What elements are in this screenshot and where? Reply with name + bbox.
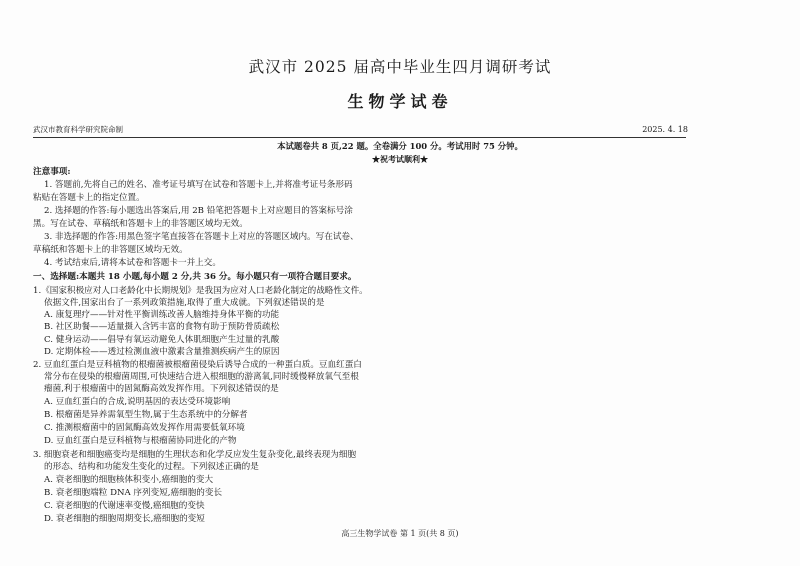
- answer-option: B. 根瘤菌是异养需氧型生物,属于生态系统中的分解者: [44, 410, 248, 420]
- note-line: 3. 非选择题的作答:用黑色签字笔直接答在答题卡上对应的答题区域内。写在试卷、: [44, 232, 359, 242]
- exam-summary: 本试题卷共 8 页,22 题。全卷满分 100 分。考试用时 75 分钟。: [277, 141, 523, 151]
- answer-option: A. 衰老细胞的细胞核体积变小,癌细胞的变大: [44, 475, 214, 485]
- question-stem: 的形态、结构和功能发生变化的过程。下列叙述正确的是: [44, 462, 259, 472]
- answer-option: A. 康复理疗——针对性平衡训练改善人脑维持身体平衡的功能: [44, 310, 280, 320]
- issuing-organization: 武汉市教育科学研究院命制: [33, 125, 123, 134]
- answer-option: C. 健身运动——倡导有氧运动避免人体肌细胞产生过量的乳酸: [44, 335, 280, 345]
- section-heading: 一、选择题:本题共 18 小题,每小题 2 分,共 36 分。每小题只有一项符合题目要求。: [33, 272, 357, 282]
- good-luck-line: ★祝考试顺利★: [372, 154, 428, 164]
- subject-title: 生物学试卷: [347, 92, 453, 111]
- question-stem: 瘤菌,利于根瘤菌中的固氮酶高效发挥作用。下列叙述错误的是: [44, 384, 279, 394]
- header-rule: [33, 137, 686, 138]
- note-line: 2. 选择题的作答:每小题选出答案后,用 2B 铅笔把答题卡上对应题目的答案标号涂: [44, 206, 353, 216]
- page-footer: 高三生物学试卷 第 1 页(共 8 页): [341, 529, 459, 538]
- question-stem: 常分布在侵染的根瘤菌周围,可快速结合进入根细胞的游离氧,同时缓慢释放氧气至根: [44, 372, 359, 382]
- question-stem: 3. 细胞衰老和细胞癌变均是细胞的生理状态和化学反应发生复杂变化,最终表现为细胞: [33, 450, 357, 460]
- exam-title: 武汉市 2025 届高中毕业生四月调研考试: [248, 58, 552, 76]
- answer-option: B. 衰老细胞端粒 DNA 序列变短,癌细胞的变长: [44, 488, 223, 498]
- exam-date: 2025. 4. 18: [642, 125, 688, 134]
- answer-option: B. 社区助餐——适量摄入含钙丰富的食物有助于预防骨质疏松: [44, 322, 280, 332]
- note-line: 粘贴在答题卡上的指定位置。: [33, 193, 145, 203]
- question-stem: 1.《国家积极应对人口老龄化中长期规划》是我国为应对人口老龄化制定的战略性文件。: [33, 286, 368, 296]
- answer-option: D. 衰老细胞的细胞周期变长,癌细胞的变短: [44, 514, 205, 524]
- note-line: 黑。写在试卷、草稿纸和答题卡上的非答题区域均无效。: [33, 219, 248, 229]
- note-line: 1. 答题前,先将自己的姓名、准考证号填写在试卷和答题卡上,并将准考证号条形码: [44, 180, 353, 190]
- question-stem: 依据文件,国家出台了一系列政策措施,取得了重大成就。下列叙述错误的是: [44, 298, 325, 308]
- notes-heading: 注意事项:: [33, 167, 71, 177]
- answer-option: D. 豆血红蛋白是豆科植物与根瘤菌协同进化的产物: [44, 436, 237, 446]
- answer-option: A. 豆血红蛋白的合成,说明基因的表达受环境影响: [44, 397, 231, 407]
- note-line: 草稿纸和答题卡上的非答题区域均无效。: [33, 245, 188, 255]
- answer-option: C. 衰老细胞的代谢速率变慢,癌细胞的变快: [44, 501, 205, 511]
- answer-option: C. 推测根瘤菌中的固氮酶高效发挥作用需要低氧环境: [44, 423, 245, 433]
- note-line: 4. 考试结束后,请将本试卷和答题卡一并上交。: [44, 258, 221, 268]
- question-stem: 2. 豆血红蛋白是豆科植物的根瘤菌被根瘤菌侵染后诱导合成的一种蛋白质。豆血红蛋白: [33, 360, 362, 370]
- answer-option: D. 定期体检——透过检测血液中激素含量推测疾病产生的原因: [44, 347, 280, 357]
